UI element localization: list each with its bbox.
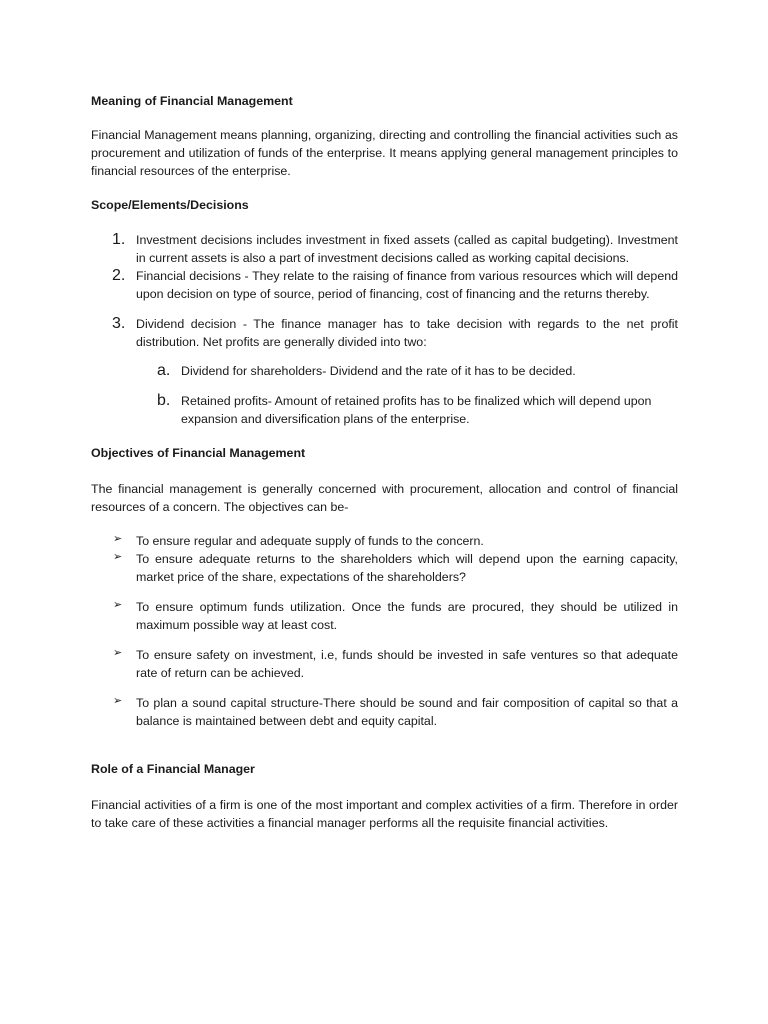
list-item-text: Financial decisions - They relate to the raising of finance from various resources which will depend upon decision on type of source, period of financing, cost of financing and the returns thereby. [136,269,678,301]
section-heading-meaning: Meaning of Financial Management [91,94,293,108]
list-marker: 3. [112,315,126,332]
list-item [91,646,678,682]
list-item [91,532,678,550]
list-item-text: Investment decisions includes investment in fixed assets (called as capital budgeting). Investment in current assets is also a part of investment decisions called as working capital decisions. [136,233,678,265]
list-item [91,267,678,303]
list-item [91,231,678,267]
section-heading-scope: Scope/Elements/Decisions [91,198,249,212]
list-item-text: To ensure safety on investment, i.e, funds should be invested in safe ventures so that adequate rate of return can be achieved. [136,648,678,680]
section-heading-role: Role of a Financial Manager [91,762,255,776]
list-item-text: Dividend decision - The finance manager has to take decision with regards to the net profit distribution. Net profits are generally divided into two: [136,317,678,349]
list-marker: b. [157,392,171,409]
list-marker: a. [157,362,171,379]
section-heading-objectives: Objectives of Financial Management [91,446,306,460]
list-item [136,362,678,380]
list-item [91,598,678,634]
list-item-text: To ensure adequate returns to the shareholders which will depend upon the earning capacity, market price of the share, expectations of the shareholders? [136,552,678,584]
list-item-text: Retained profits- Amount of retained profits has to be finalized which will depend upon expansion and diversification plans of the enterprise. [181,394,652,426]
scope-list [91,231,678,428]
arrow-bullet-icon: ➢ [113,647,123,659]
meaning-paragraph: Financial Management means planning, organizing, directing and controlling the financial activities such as procurement and utilization of funds of the enterprise. It means applying general management principles to financial resources of the enterprise. [91,128,678,178]
arrow-bullet-icon: ➢ [113,599,123,611]
list-item-text: Dividend for shareholders- Dividend and the rate of it has to be decided. [181,364,576,378]
objectives-paragraph: The financial management is generally concerned with procurement, allocation and control of financial resources of a concern. The objectives can be- [91,482,678,514]
list-item-text: To ensure optimum funds utilization. Once the funds are procured, they should be utilized in maximum possible way at least cost. [136,600,678,632]
dividend-sublist [136,362,678,428]
objectives-list [91,532,678,730]
list-marker: 2. [112,267,126,284]
list-item [136,392,678,428]
list-item [91,694,678,730]
role-paragraph: Financial activities of a firm is one of the most important and complex activities of a firm. Therefore in order to take care of these activities a financial manager performs all the requisite financial activities. [91,798,678,830]
list-item-text: To plan a sound capital structure-There should be sound and fair composition of capital so that a balance is maintained between debt and equity capital. [136,696,678,728]
list-item [91,315,678,428]
arrow-bullet-icon: ➢ [113,533,123,545]
list-item [91,550,678,586]
arrow-bullet-icon: ➢ [113,695,123,707]
arrow-bullet-icon: ➢ [113,551,123,563]
list-item-text: To ensure regular and adequate supply of funds to the concern. [136,534,484,548]
list-marker: 1. [112,231,126,248]
